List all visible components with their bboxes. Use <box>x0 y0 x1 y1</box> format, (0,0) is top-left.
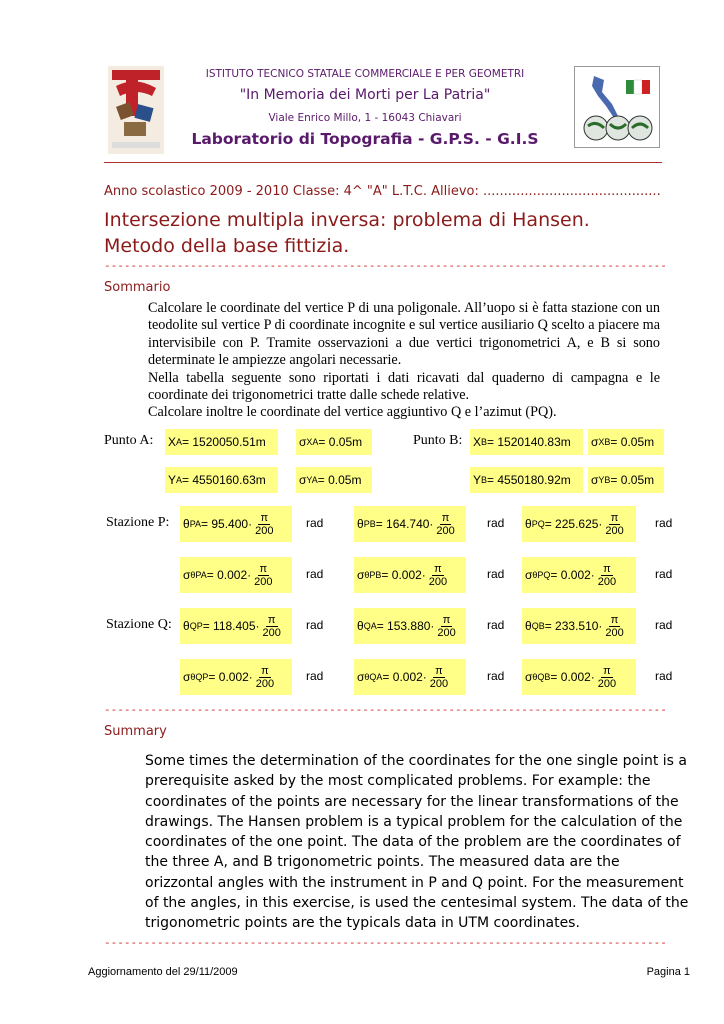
sommario-text <box>148 300 660 422</box>
theta-qb-value: θ QB = 233.510· $\frac{\pi}{200}$ <box>522 608 636 644</box>
sigma-theta-qp-value: σ θQP = 0.002· $\frac{\pi}{200}$ <box>180 659 292 695</box>
sommario-heading: Sommario <box>104 280 171 295</box>
summary-text: Some times the determination of the coordinates for the one single point is a prerequisite asked by the most complicated problems. For example: the coordinates of the points are necessary for the linear transformations of the drawings. The Hansen problem is a typical problem for the calculation of the coordinates of the one point. The data of the problem are the coordinates of the three A, and B trigonometric points. The measured data are the orizzontal angles with the instrument in P and Q point. For the measurement of the angles, in this exercise, is used the centesimal system. The data of the trigonometric points are the typicals data in UTM coordinates. <box>145 753 689 932</box>
xa-value: X A = 1520050.51m <box>165 429 278 455</box>
sigma-theta-pq-unit: rad <box>655 567 673 581</box>
theta-pb-unit: rad <box>487 516 505 530</box>
header-divider <box>104 162 662 163</box>
sigma-theta-qp-unit: rad <box>306 669 324 683</box>
sigma-ya-value: σ YA = 0.05m <box>296 467 372 493</box>
xb-value: X B = 1520140.83m <box>470 429 583 455</box>
sigma-theta-qa-unit: rad <box>487 669 505 683</box>
italy-globe-logo <box>574 66 660 148</box>
sigma-theta-pb-unit: rad <box>487 567 505 581</box>
page-title-line1: Intersezione multipla inversa: problema di Hansen. <box>104 209 590 231</box>
punto-b-label: Punto B: <box>413 433 463 448</box>
separator-2: ------------------------------------------------------------------------------------- <box>104 703 667 716</box>
institute-name: ISTITUTO TECNICO STATALE COMMERCIALE E PER GEOMETRI <box>205 68 525 80</box>
address-line: Viale Enrico Millo, 1 - 16043 Chiavari <box>268 112 462 124</box>
stazione-p-label: Stazione P: <box>106 515 170 530</box>
footer-update-date: Aggiornamento del 29/11/2009 <box>88 966 238 978</box>
theta-qp-unit: rad <box>306 618 324 632</box>
ya-value: Y A = 4550160.63m <box>165 467 278 493</box>
memorial-line: "In Memoria dei Morti per La Patria" <box>239 87 491 103</box>
sigma-xb-value: σ XB = 0.05m <box>588 429 664 455</box>
theta-pq-value: θ PQ = 225.625· $\frac{\pi}{200}$ <box>522 506 636 542</box>
footer-page-number: Pagina 1 <box>646 966 690 978</box>
theta-qb-unit: rad <box>655 618 673 632</box>
school-crest-logo <box>108 66 164 154</box>
theta-pa-value: θ PA = 95.400· $\frac{\pi}{200}$ <box>180 506 292 542</box>
sigma-theta-pa-unit: rad <box>306 567 324 581</box>
stazione-q-label: Stazione Q: <box>106 617 172 632</box>
sigma-theta-pb-value: σ θPB = 0.002· $\frac{\pi}{200}$ <box>354 557 466 593</box>
sommario-paragraph-1: Calcolare le coordinate del vertice P di una poligonale. All’uopo si è fatta stazione con un teodolite sul vertice P di coordinate incognite e sul vertice ausiliario Q scelto a piacere ma intervisibile con P. Tramite osservazioni a due vertici trigonometrici A, e B si sono determinate le ampiezze angolari necessarie. <box>148 300 660 369</box>
sigma-yb-value: σ YB = 0.05m <box>588 467 664 493</box>
yb-value: Y B = 4550180.92m <box>470 467 583 493</box>
separator-1: ------------------------------------------------------------------------------------- <box>104 259 667 272</box>
theta-qp-value: θ QP = 118.405· $\frac{\pi}{200}$ <box>180 608 292 644</box>
theta-qa-unit: rad <box>487 618 505 632</box>
punto-a-label: Punto A: <box>104 433 154 448</box>
sommario-paragraph-3: Calcolare inoltre le coordinate del vertice aggiuntivo Q e l’azimut (PQ). <box>148 404 557 421</box>
summary-heading: Summary <box>104 724 167 739</box>
sommario-paragraph-2: Nella tabella seguente sono riportati i dati ricavati dal quaderno di campagna e le coordinate dei trigonometrici tratte dalle schede relative. <box>148 369 660 404</box>
theta-pa-unit: rad <box>306 516 324 530</box>
theta-pb-value: θ PB = 164.740· $\frac{\pi}{200}$ <box>354 506 466 542</box>
sigma-theta-pq-value: σ θPQ = 0.002· $\frac{\pi}{200}$ <box>522 557 636 593</box>
sigma-theta-pa-value: σ θPA = 0.002· $\frac{\pi}{200}$ <box>180 557 292 593</box>
sigma-xa-value: σ XA = 0.05m <box>296 429 372 455</box>
separator-3: ------------------------------------------------------------------------------------- <box>104 936 667 949</box>
page-title-line2: Metodo della base fittizia. <box>104 235 350 257</box>
theta-qa-value: θ QA = 153.880· $\frac{\pi}{200}$ <box>354 608 466 644</box>
sigma-theta-qb-unit: rad <box>655 669 673 683</box>
school-year-line: Anno scolastico 2009 - 2010 Classe: 4^ "A" L.T.C. Allievo: ........................................... <box>104 184 661 199</box>
sigma-theta-qb-value: σ θQB = 0.002· $\frac{\pi}{200}$ <box>522 659 636 695</box>
theta-pq-unit: rad <box>655 516 673 530</box>
lab-title: Laboratorio di Topografia - G.P.S. - G.I.S <box>191 130 539 148</box>
sigma-theta-qa-value: σ θQA = 0.002· $\frac{\pi}{200}$ <box>354 659 466 695</box>
